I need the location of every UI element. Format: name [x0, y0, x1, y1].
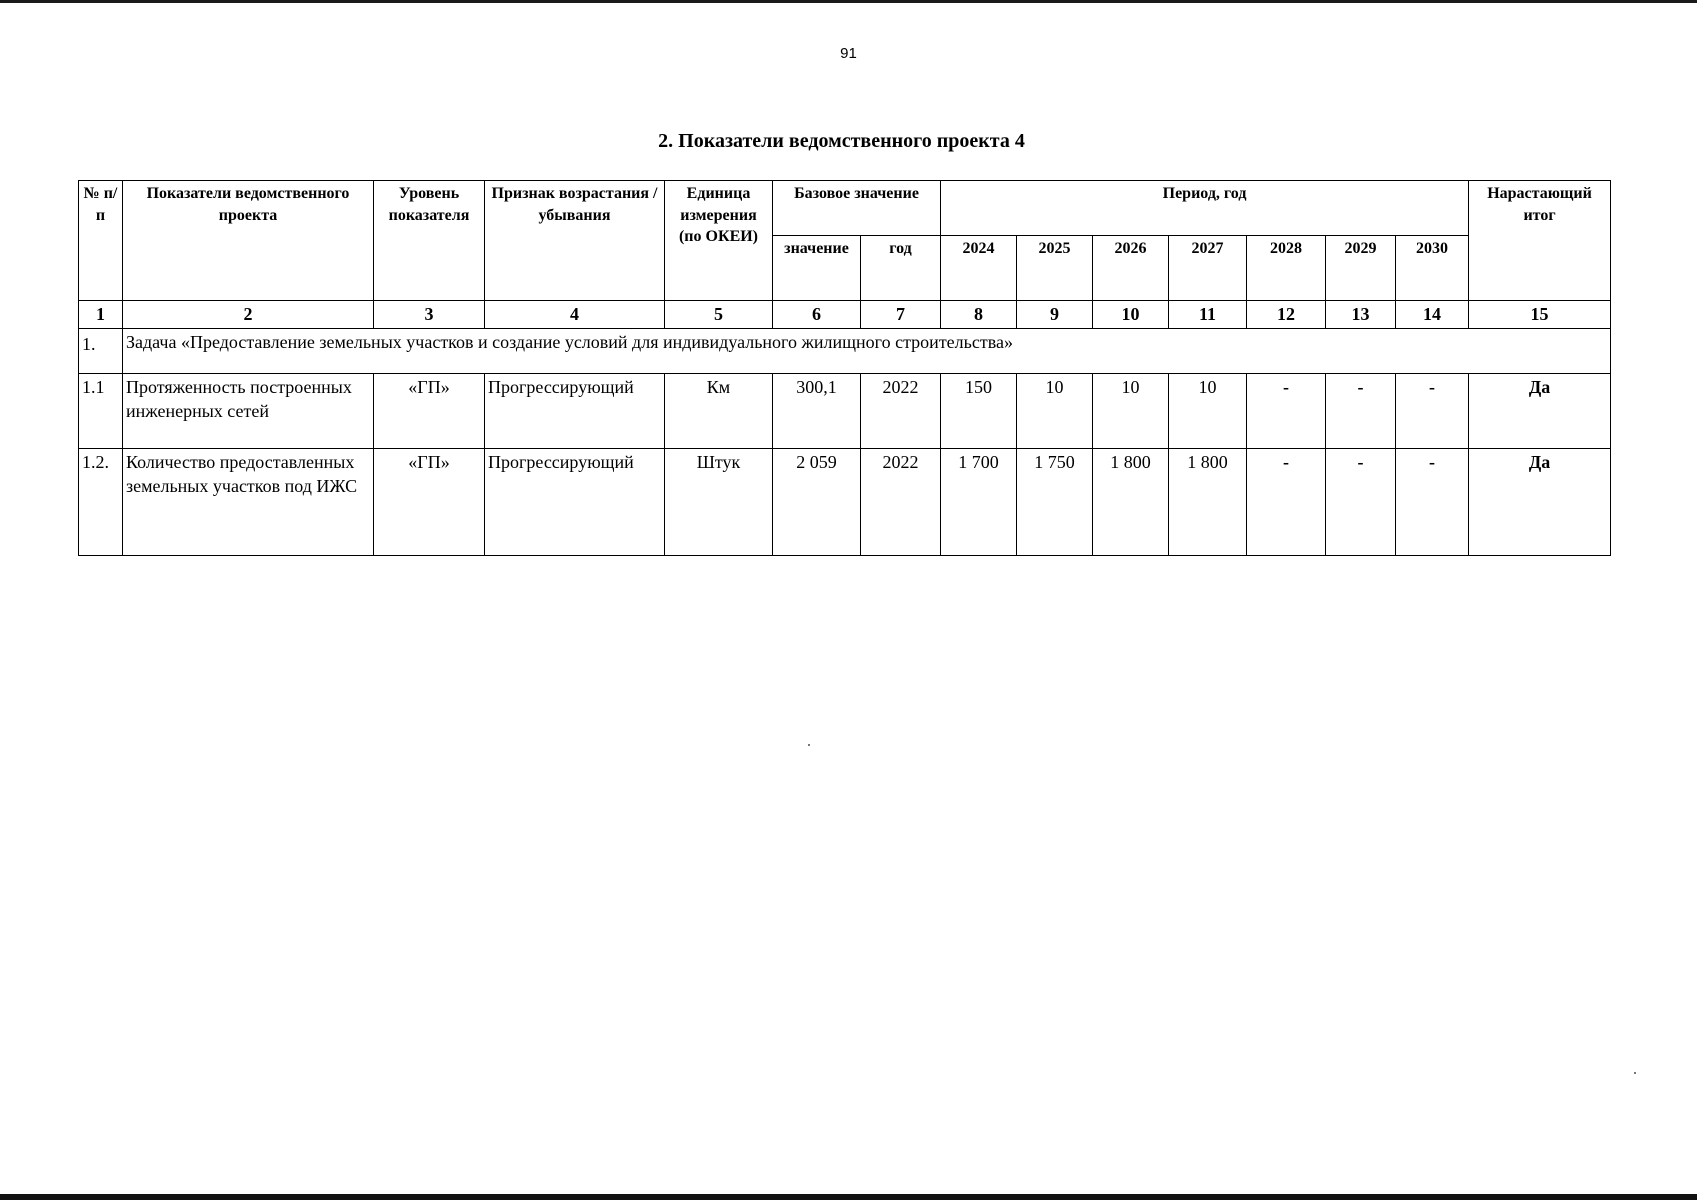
column-number: 6 [773, 301, 861, 329]
row-year-value: 1 800 [1169, 449, 1247, 556]
column-number: 7 [861, 301, 941, 329]
column-number: 10 [1093, 301, 1169, 329]
row-num: 1.2. [79, 449, 123, 556]
column-number: 12 [1247, 301, 1326, 329]
header-year: 2024 [941, 236, 1017, 301]
scan-edge-bottom [0, 1194, 1697, 1200]
header-unit: Единица измерения (по ОКЕИ) [665, 181, 773, 301]
header-base-value: значение [773, 236, 861, 301]
row-year-value: 10 [1017, 374, 1093, 449]
row-unit: Штук [665, 449, 773, 556]
row-unit: Км [665, 374, 773, 449]
row-trend: Прогрессирующий [485, 449, 665, 556]
column-number: 4 [485, 301, 665, 329]
row-base-value: 2 059 [773, 449, 861, 556]
header-trend: Признак возрастания / убывания [485, 181, 665, 301]
column-number: 14 [1396, 301, 1469, 329]
row-year-value: 10 [1169, 374, 1247, 449]
column-number: 3 [374, 301, 485, 329]
page-number: 91 [840, 45, 857, 62]
header-period: Период, год [941, 181, 1469, 236]
row-trend: Прогрессирующий [485, 374, 665, 449]
column-number: 1 [79, 301, 123, 329]
row-cumulative: Да [1469, 449, 1611, 556]
indicators-table [78, 180, 1611, 556]
row-indicator: Протяженность построенных инженерных сетей [123, 374, 374, 449]
header-year: 2028 [1247, 236, 1326, 301]
header-num: № п/п [79, 181, 123, 301]
table-row [79, 449, 1611, 556]
header-year: 2026 [1093, 236, 1169, 301]
scan-speck [808, 744, 810, 746]
column-number-row [79, 301, 1611, 329]
row-level: «ГП» [374, 449, 485, 556]
scan-speck [1634, 1072, 1636, 1074]
row-base-year: 2022 [861, 374, 941, 449]
row-year-value: 1 700 [941, 449, 1017, 556]
column-number: 8 [941, 301, 1017, 329]
row-base-value: 300,1 [773, 374, 861, 449]
header-base: Базовое значение [773, 181, 941, 236]
header-year: 2025 [1017, 236, 1093, 301]
column-number: 15 [1469, 301, 1611, 329]
row-year-value: - [1326, 449, 1396, 556]
task-num: 1. [79, 329, 123, 374]
header-row-top [79, 181, 1611, 236]
row-year-value: - [1396, 374, 1469, 449]
task-row [79, 329, 1611, 374]
header-year: 2030 [1396, 236, 1469, 301]
row-year-value: - [1396, 449, 1469, 556]
row-indicator: Количество предоставленных земельных участков под ИЖС [123, 449, 374, 556]
header-year: 2029 [1326, 236, 1396, 301]
column-number: 11 [1169, 301, 1247, 329]
row-level: «ГП» [374, 374, 485, 449]
column-number: 13 [1326, 301, 1396, 329]
task-text: Задача «Предоставление земельных участков и создание условий для индивидуального жилищного строительства» [123, 329, 1611, 374]
row-year-value: - [1247, 374, 1326, 449]
row-year-value: 150 [941, 374, 1017, 449]
column-number: 9 [1017, 301, 1093, 329]
row-num: 1.1 [79, 374, 123, 449]
row-year-value: - [1247, 449, 1326, 556]
header-year: 2027 [1169, 236, 1247, 301]
table-row [79, 374, 1611, 449]
row-cumulative: Да [1469, 374, 1611, 449]
page-title: 2. Показатели ведомственного проекта 4 [658, 130, 1025, 152]
column-number: 5 [665, 301, 773, 329]
header-cumulative: Нарастающий итог [1469, 181, 1611, 301]
scan-edge-top [0, 0, 1697, 3]
column-number: 2 [123, 301, 374, 329]
header-base-year: год [861, 236, 941, 301]
row-year-value: - [1326, 374, 1396, 449]
header-indicator: Показатели ведомственного проекта [123, 181, 374, 301]
row-year-value: 1 750 [1017, 449, 1093, 556]
row-year-value: 1 800 [1093, 449, 1169, 556]
row-year-value: 10 [1093, 374, 1169, 449]
row-base-year: 2022 [861, 449, 941, 556]
header-level: Уровень показателя [374, 181, 485, 301]
